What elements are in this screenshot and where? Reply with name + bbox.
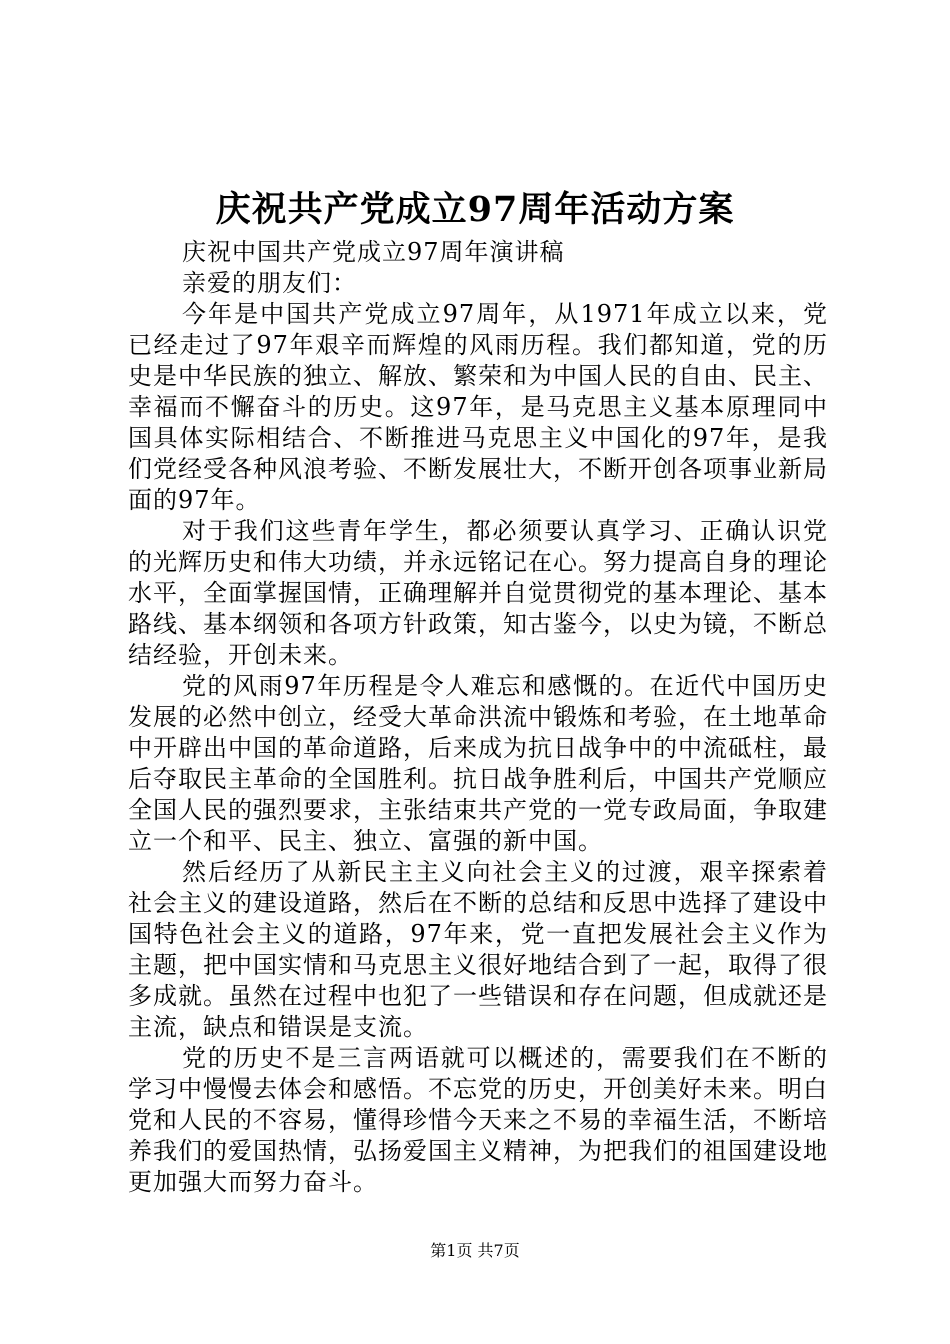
- paragraph-4: 然后经历了从新民主主义向社会主义的过渡，艰辛探索着社会主义的建设道路，然后在不断的总结和反思中选择了建设中国特色社会主义的道路，97年来，党一直把发展社会主义作为主题，把中国实情和马克思主义很好地结合到了一起，取得了很多成就。虽然在过程中也犯了一些错误和存在问题，但成就还是主流，缺点和错误是支流。: [128, 858, 828, 1041]
- paragraph-1: 今年是中国共产党成立97周年，从1971年成立以来，党已经走过了97年艰辛而辉煌的风雨历程。我们都知道，党的历史是中华民族的独立、解放、繁荣和为中国人民的自由、民主、幸福而不懈奋斗的历史。这97年，是马克思主义基本原理同中国具体实际相结合、不断推进马克思主义中国化的97年，是我们党经受各种风浪考验、不断发展壮大，不断开创各项事业新局面的97年。: [128, 300, 828, 514]
- greeting: 亲爱的朋友们：: [182, 269, 357, 297]
- speech-subtitle: 庆祝中国共产党成立97周年演讲稿: [182, 238, 565, 266]
- document-body: [128, 237, 828, 1198]
- page-footer: 第1页 共7页: [430, 1241, 520, 1260]
- paragraph-5: 党的历史不是三言两语就可以概述的，需要我们在不断的学习中慢慢去体会和感悟。不忘党的历史，开创美好未来。明白党和人民的不容易，懂得珍惜今天来之不易的幸福生活，不断培养我们的爱国热情，弘扬爱国主义精神，为把我们的祖国建设地更加强大而努力奋斗。: [128, 1044, 828, 1196]
- document-title: 庆祝共产党成立97周年活动方案: [215, 189, 735, 230]
- paragraph-3: 党的风雨97年历程是令人难忘和感慨的。在近代中国历史发展的必然中创立，经受大革命洪流中锻炼和考验，在土地革命中开辟出中国的革命道路，后来成为抗日战争中的中流砥柱，最后夺取民主革命的全国胜利。抗日战争胜利后，中国共产党顺应全国人民的强烈要求，主张结束共产党的一党专政局面，争取建立一个和平、民主、独立、富强的新中国。: [128, 672, 828, 855]
- paragraph-2: 对于我们这些青年学生，都必须要认真学习、正确认识党的光辉历史和伟大功绩，并永远铭记在心。努力提高自身的理论水平，全面掌握国情，正确理解并自觉贯彻党的基本理论、基本路线、基本纲领和各项方针政策，知古鉴今，以史为镜，不断总结经验，开创未来。: [128, 517, 828, 669]
